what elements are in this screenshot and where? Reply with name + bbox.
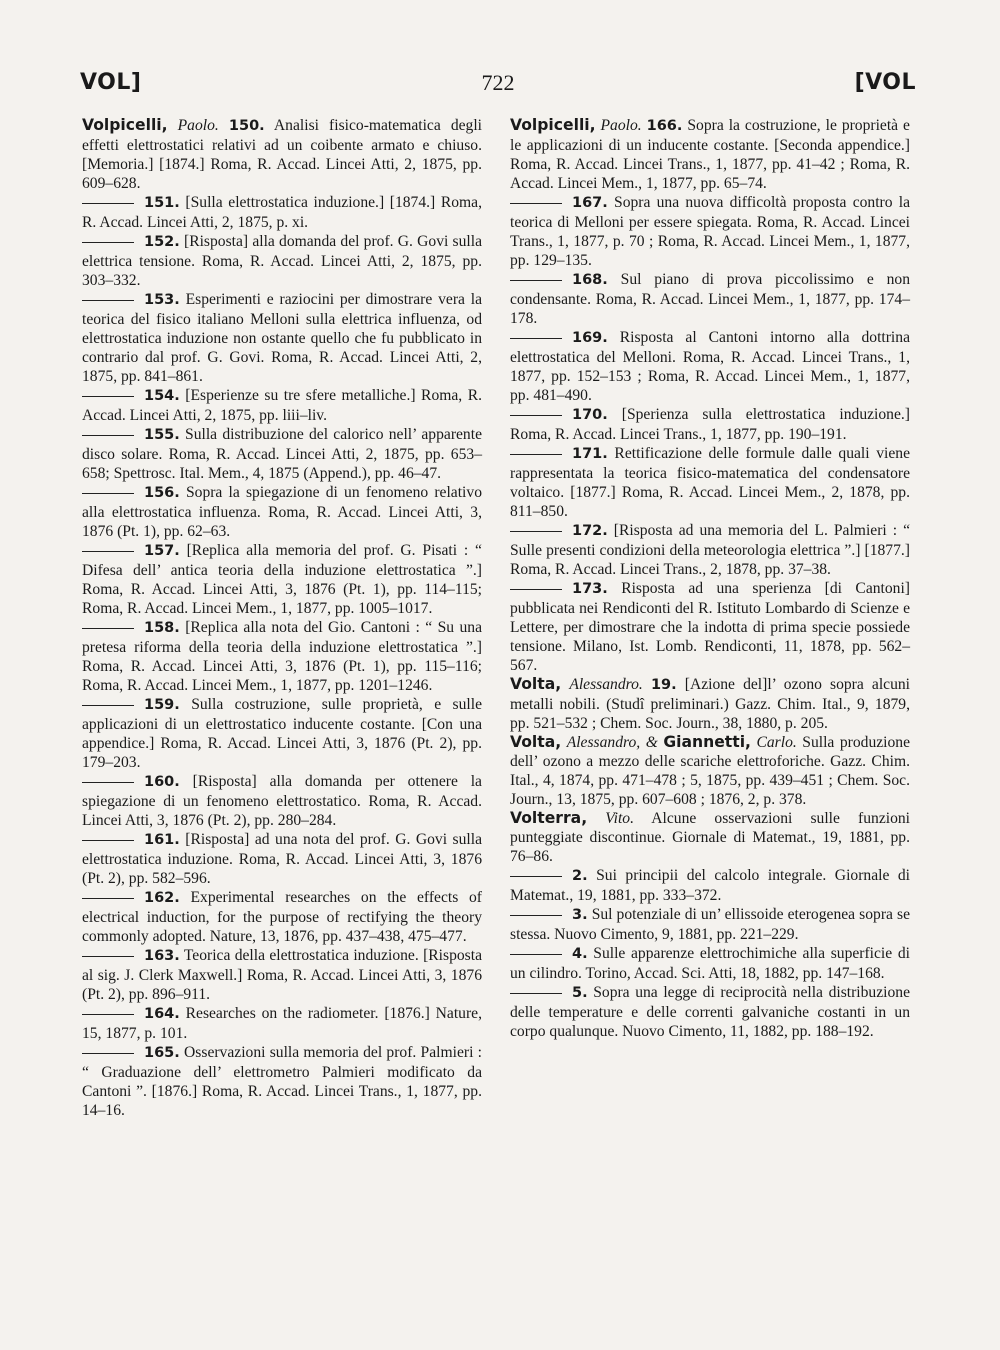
coauthor-given-name: Carlo. — [756, 734, 797, 751]
entry-text: Sulla distribuzione del calorico nell’ apparente disco solare. Roma, R. Accad. Lincei Atti, 2, 1875, pp. 653–658; Spettrosc. Ital. Mem., 4, 1875 (Append.), pp. 46–47. — [82, 426, 482, 482]
ditto-dash — [82, 956, 134, 957]
entry-text: Rettificazione delle formule dalle quali viene rappresentata la teorica fisico-matematica del condensatore voltaico. [1877.] Roma, R. Accad. Lincei Mem., 2, 1878, pp. 811–850. — [510, 445, 910, 520]
entry-number: 162. — [144, 890, 180, 906]
ditto-dash — [510, 589, 562, 590]
running-header — [80, 70, 916, 104]
bibliography-entry — [82, 695, 482, 772]
ditto-dash — [82, 242, 134, 243]
entry-text: Sul piano di prova piccolissimo e non condensante. Roma, R. Accad. Lincei Mem., 1, 1877, pp. 174–178. — [510, 271, 910, 327]
entry-number: 153. — [144, 292, 180, 308]
bibliography-entry — [82, 116, 482, 193]
coauthor-name: Giannetti, — [663, 733, 751, 751]
entry-number: 163. — [144, 948, 180, 964]
entry-text: [Replica alla nota del Gio. Cantoni : “ Su una pretesa riforma della teoria della induzione elettrostatica ”.] Roma, R. Accad. Lincei Atti, 3, 1876 (Pt. 1), pp. 115–116; Roma, R. Accad. Lincei Mem., 1, 1877, pp. 1201–1246. — [82, 619, 483, 694]
bibliography-entry — [82, 618, 482, 695]
ditto-dash — [82, 1053, 134, 1054]
entry-text: [Risposta ad una memoria del L. Palmieri : “ Sulle presenti condizioni della meteorologia elettrica ”.] [1877.] Roma, R. Accad. Lincei Trans., 2, 1878, pp. 37–38. — [510, 522, 910, 578]
entry-text: Alcune osservazioni sulle funzioni punteggiate discontinue. Giornale di Matemat., 19, 1881, pp. 76–86. — [510, 810, 911, 865]
entry-text: [Risposta] alla domanda per ottenere la spiegazione di un fenomeno elettrostatico. Roma, R. Accad. Lincei Atti, 3, 1876 (Pt. 2), pp. 280–284. — [82, 773, 482, 829]
ditto-dash — [510, 993, 562, 994]
author-given-name: Alessandro, & — [566, 734, 658, 751]
ditto-dash — [82, 705, 134, 706]
bibliography-entry — [82, 1043, 482, 1120]
entry-text: [Sulla elettrostatica induzione.] [1874.] Roma, R. Accad. Lincei Atti, 2, 1875, p. xi. — [82, 194, 482, 231]
bibliography-entry — [510, 193, 910, 270]
entry-text: Sul potenziale di un’ ellissoide eterogenea sopra se stessa. Nuovo Cimento, 9, 1881, pp. 221–229. — [510, 906, 910, 943]
entry-number: 173. — [572, 581, 608, 597]
header-left: VOL] — [80, 70, 142, 95]
ditto-dash — [82, 493, 134, 494]
entry-number: 168. — [572, 272, 608, 288]
author-given-name: Vito. — [605, 810, 634, 827]
header-right: [VOL — [854, 70, 916, 95]
entry-text: [Esperienze su tre sfere metalliche.] Roma, R. Accad. Lincei Atti, 2, 1875, pp. liii–liv. — [82, 387, 482, 424]
entry-text: Sopra una nuova difficoltà proposta contro la teorica di Melloni per essere spiegata. Roma, R. Accad. Lincei Trans., 1, 1877, p. 70 ; Roma, R. Accad. Lincei Mem., 1, 1877, pp. 129–135. — [510, 194, 911, 269]
entry-number: 19. — [650, 677, 677, 693]
entry-number: 151. — [144, 195, 180, 211]
entry-text: Esperimenti e raziocini per dimostrare vera la teorica del fisico italiano Melloni sulla elettrica influenza, od elettrostatica induzione non ostante quello che fu pubblicato in contrario dal prof. G. Govi. Roma, R. Accad. Lincei Atti, 2, 1875, pp. 841–861. — [82, 291, 483, 385]
entry-text: Analisi fisico-matematica degli effetti elettrostatici relativi ad un coibente armato e chiuso. [Memoria.] [1874.] Roma, R. Accad. Lincei Atti, 2, 1875, pp. 609–628. — [82, 117, 483, 192]
bibliography-entry — [510, 944, 910, 983]
entry-text: Sulla produzione dell’ ozono a mezzo delle scariche elettroforiche. Gazz. Chim. Ital., 4, 1874, pp. 471–478 ; 5, 1875, pp. 439–451 ; Chem. Soc. Journ., 13, 1875, pp. 607–608 ; 1876, 2, p. 378. — [510, 734, 911, 808]
bibliography-entry — [510, 905, 910, 944]
ditto-dash — [82, 840, 134, 841]
ditto-dash — [82, 300, 134, 301]
bibliography-entry — [510, 733, 910, 809]
author-given-name: Alessandro. — [569, 676, 643, 693]
author-given-name: Paolo. — [177, 117, 219, 134]
entry-text: Risposta al Cantoni intorno alla dottrina elettrostatica del Melloni. Roma, R. Accad. Lincei Trans., 1, 1877, pp. 152–153 ; Roma, R. Accad. Lincei Mem., 1, 1877, pp. 481–490. — [510, 329, 910, 404]
entry-text: Risposta ad una sperienza [di Cantoni] pubblicata nei Rendiconti del R. Istituto Lombardo di Scienze e Lettere, per dimostrare che la indotta di prima specie possiede tensione. Milano, Ist. Lomb. Rendiconti, 11, 1878, pp. 562–567. — [510, 580, 910, 674]
bibliography-entry — [510, 675, 910, 733]
entry-number: 164. — [144, 1006, 180, 1022]
entry-number: 155. — [144, 427, 180, 443]
ditto-dash — [82, 435, 134, 436]
entry-number: 169. — [572, 330, 608, 346]
bibliography-entry — [82, 946, 482, 1004]
right-column — [510, 116, 910, 1041]
bibliography-entry — [510, 521, 910, 579]
entry-text: Sopra la costruzione, le proprietà e le applicazioni di un inducente costante. [Seconda appendice.] Roma, R. Accad. Lincei Trans., 1, 1877, pp. 41–42 ; Roma, R. Accad. Lincei Mem., 1, 1877, pp. 65–74. — [510, 117, 910, 192]
entry-number: 5. — [572, 985, 588, 1001]
bibliography-entry — [510, 270, 910, 328]
entry-text: Sopra la spiegazione di un fenomeno relativo alla elettrostatica influenza. Roma, R. Accad. Lincei Atti, 3, 1876 (Pt. 1), pp. 62–63. — [82, 484, 482, 540]
entry-number: 3. — [572, 907, 588, 923]
ditto-dash — [510, 280, 562, 281]
author-name: Volterra, — [510, 809, 588, 827]
bibliography-entry — [82, 830, 482, 888]
ditto-dash — [82, 782, 134, 783]
bibliography-entry — [82, 386, 482, 425]
entry-number: 154. — [144, 388, 180, 404]
entry-text: Sui principii del calcolo integrale. Giornale di Matemat., 19, 1881, pp. 333–372. — [510, 867, 910, 904]
bibliography-entry — [82, 425, 482, 483]
entry-text: [Replica alla memoria del prof. G. Pisati : “ Difesa dell’ antica teoria della induzione elettrostatica ”.] Roma, R. Accad. Lincei Atti, 3, 1876 (Pt. 1), pp. 114–115; Roma, R. Accad. Lincei Mem., 1, 1877, pp. 1005–1017. — [82, 542, 482, 617]
entry-number: 171. — [572, 446, 608, 462]
ditto-dash — [510, 531, 562, 532]
author-name: Volta, — [510, 733, 562, 751]
bibliography-entry — [82, 193, 482, 232]
entry-number: 4. — [572, 946, 588, 962]
entry-text: Researches on the radiometer. [1876.] Nature, 15, 1877, p. 101. — [82, 1005, 482, 1042]
entry-text: [Risposta] alla domanda del prof. G. Govi sulla elettrica tensione. Roma, R. Accad. Lincei Atti, 2, 1875, pp. 303–332. — [82, 233, 482, 289]
entry-text: [Sperienza sulla elettrostatica induzione.] Roma, R. Accad. Lincei Trans., 1, 1877, pp. 190–191. — [510, 406, 910, 443]
entry-number: 158. — [144, 620, 180, 636]
entry-number: 2. — [572, 868, 588, 884]
ditto-dash — [82, 203, 134, 204]
bibliography-entry — [82, 483, 482, 541]
ditto-dash — [510, 954, 562, 955]
entry-number: 166. — [646, 118, 683, 134]
bibliography-entry — [510, 866, 910, 905]
entry-number: 150. — [228, 118, 265, 134]
entry-text: [Risposta] ad una nota del prof. G. Govi sulla elettrostatica induzione. Roma, R. Accad. Lincei Atti, 3, 1876 (Pt. 2), pp. 582–596. — [82, 831, 482, 887]
entry-number: 159. — [144, 697, 180, 713]
entry-number: 157. — [144, 543, 180, 559]
ditto-dash — [82, 551, 134, 552]
author-name: Volta, — [510, 675, 562, 693]
entry-text: Teorica della elettrostatica induzione. [Risposta al sig. J. Clerk Maxwell.] Roma, R. Accad. Lincei Atti, 3, 1876 (Pt. 2), pp. 896–911. — [82, 947, 482, 1003]
ditto-dash — [510, 415, 562, 416]
bibliography-entry — [82, 888, 482, 946]
entry-text: Experimental researches on the effects of electrical induction, for the purpose of rectifying the theory commonly adopted. Nature, 13, 1876, pp. 437–438, 475–477. — [82, 889, 482, 945]
ditto-dash — [82, 1014, 134, 1015]
ditto-dash — [510, 203, 562, 204]
ditto-dash — [510, 876, 562, 877]
ditto-dash — [510, 338, 562, 339]
ditto-dash — [82, 898, 134, 899]
bibliography-entry — [82, 290, 482, 386]
bibliography-entry — [82, 772, 482, 830]
page-number: 722 — [481, 70, 515, 95]
bibliography-entry — [510, 579, 910, 675]
author-name: Volpicelli, — [82, 116, 168, 134]
entry-number: 170. — [572, 407, 608, 423]
bibliography-entry — [82, 1004, 482, 1043]
ditto-dash — [510, 454, 562, 455]
ditto-dash — [82, 396, 134, 397]
bibliography-entry — [510, 983, 910, 1041]
entry-text: Osservazioni sulla memoria del prof. Palmieri : “ Graduazione dell’ elettrometro Palmieri modificato da Cantoni ”. [1876.] Roma, R. Accad. Lincei Trans., 1, 1877, pp. 14–16. — [82, 1044, 482, 1119]
bibliography-entry — [510, 116, 910, 193]
bibliography-entry — [82, 232, 482, 290]
entry-number: 152. — [144, 234, 180, 250]
entry-text: Sopra una legge di reciprocità nella distribuzione delle temperature e delle correnti galvaniche costanti in un corpo qualunque. Nuovo Cimento, 11, 1882, pp. 188–192. — [510, 984, 910, 1040]
author-given-name: Paolo. — [600, 117, 642, 134]
entry-text: [Azione del]l’ ozono sopra alcuni metalli nobili. (Studî preliminari.) Gazz. Chim. Ital., 9, 1879, pp. 521–532 ; Chem. Soc. Journ., 38, 1880, p. 205. — [510, 676, 911, 732]
entry-number: 156. — [144, 485, 180, 501]
bibliography-entry — [510, 328, 910, 405]
entry-text: Sulla costruzione, sulle proprietà, e sulle applicazioni di un elettrostatico inducente costante. [Con una appendice.] Roma, R. Accad. Lincei Atti, 3, 1876 (Pt. 2), pp. 179–203. — [82, 696, 482, 771]
ditto-dash — [82, 628, 134, 629]
entry-number: 165. — [144, 1045, 180, 1061]
entry-number: 167. — [572, 195, 608, 211]
entry-number: 160. — [144, 774, 180, 790]
left-column — [82, 116, 482, 1120]
bibliography-entry — [510, 405, 910, 444]
author-name: Volpicelli, — [510, 116, 596, 134]
ditto-dash — [510, 915, 562, 916]
entry-number: 161. — [144, 832, 180, 848]
bibliography-entry — [82, 541, 482, 618]
entry-number: 172. — [572, 523, 608, 539]
bibliography-entry — [510, 809, 910, 866]
entry-text: Sulle apparenze elettrochimiche alla superficie di un cilindro. Torino, Accad. Sci. Atti, 18, 1882, pp. 147–168. — [510, 945, 910, 982]
bibliography-entry — [510, 444, 910, 521]
